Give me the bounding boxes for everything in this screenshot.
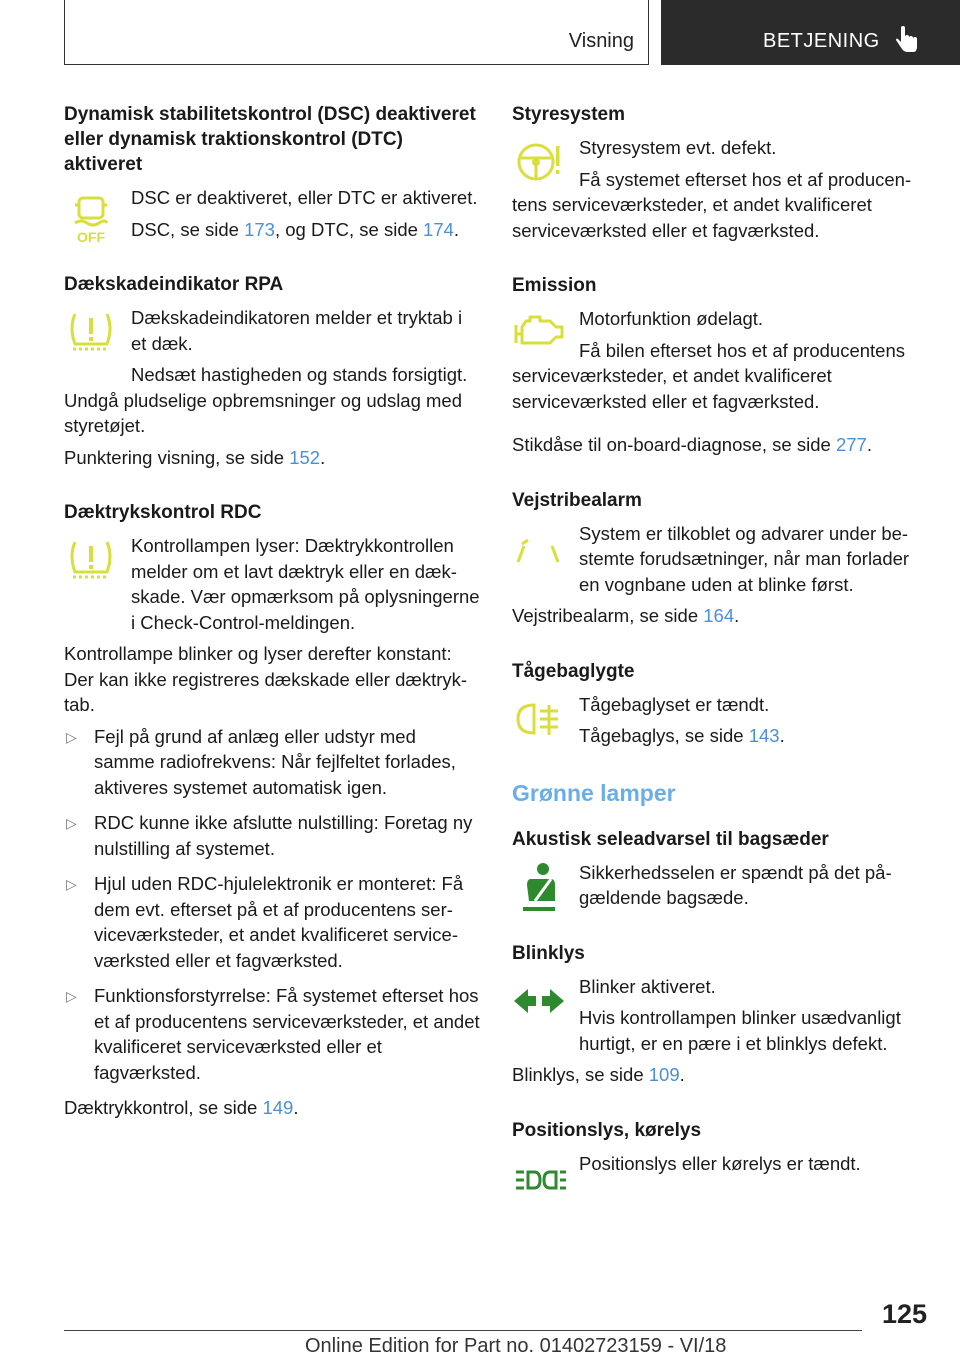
- rdc-heading: Dæktrykskontrol RDC: [64, 502, 262, 523]
- emission-entry: [512, 273, 932, 458]
- steering-paragraph-2: Få systemet efterset hos et af producentens serviceværksteder, et andet kvalificeret serviceværksted eller et fagværksted.: [512, 168, 912, 241]
- lane-body: [512, 521, 932, 598]
- rdc-body: [64, 533, 480, 635]
- page-link-173[interactable]: 173: [244, 218, 275, 240]
- list-item: ▷ RDC kunne ikke afslutte nulstilling: Foretag ny nulstilling af systemet.: [66, 812, 473, 859]
- rpa-paragraph-2: Nedsæt hastigheden og stands forsigtigt. Undgå pludselige opbremsninger og udslag med styretøjet.: [64, 364, 468, 436]
- left-column: [64, 102, 480, 1151]
- rdc-paragraph-3: Dæktrykkontrol, se side 149.: [64, 1097, 299, 1118]
- emission-paragraph-2: Få bilen efterset hos et af producentens serviceværksteder, et andet kvalificeret serviceværksted eller et fagværksted.: [512, 339, 906, 412]
- footer-divider: [64, 1330, 862, 1331]
- turn-entry: [512, 941, 932, 1088]
- rdc-bullet-list: [64, 724, 480, 1086]
- lane-paragraph-1: System er tilkoblet og advarer under bestemte forudsætninger, når man forlader en vognbane uden at blinke først.: [579, 522, 910, 595]
- dsc-heading: Dynamisk stabilitetskontrol (DSC) deaktiveret eller dynamisk traktionskontrol (DTC) aktiveret: [64, 104, 476, 175]
- rdc-paragraph-1: Kontrollampen lyser: Dæktrykkontrollen melder om et lavt dæktryk eller en dækskade. Vær opmærksom på oplysningerne i Check-Control-meldingen.: [131, 535, 480, 633]
- rpa-paragraph-3: Punktering visning, se side 152.: [64, 446, 326, 468]
- list-item: ▷ Fejl på grund af anlæg eller udstyr med samme radiofrekvens: Når fejlfeltet forlades, aktiveres systemet automatisk igen.: [66, 725, 456, 798]
- dsc-paragraph-1: DSC er deaktiveret, eller DTC er aktiveret.: [131, 187, 478, 208]
- dsc-body: [64, 185, 480, 245]
- header-chapter-box: [661, 0, 960, 65]
- triangle-bullet-icon: ▷: [66, 728, 77, 745]
- seatbelt-entry: [512, 827, 932, 911]
- fog-entry: [512, 659, 932, 749]
- dsc-icon-text: OFF: [77, 229, 105, 245]
- rdc-entry: [64, 500, 480, 1121]
- rear-fog-light-icon: [512, 692, 566, 746]
- rpa-entry: [64, 272, 480, 470]
- emission-paragraph-1: Motorfunktion ødelagt.: [579, 308, 764, 329]
- tire-pressure-warning-icon: [64, 305, 118, 359]
- triangle-bullet-icon: ▷: [66, 988, 77, 1004]
- steering-body: [512, 135, 932, 161]
- fog-paragraph-2: Tågebaglys, se side 143.: [579, 725, 785, 746]
- turn-paragraph-1: Blinker aktiveret.: [579, 975, 716, 997]
- seatbelt-heading: Akustisk seleadvarsel til bagsæder: [512, 828, 829, 850]
- triangle-bullet-icon: ▷: [66, 815, 77, 831]
- list-item: ▷ Hjul uden RDC-hjulelektronik er monteret: Få dem evt. efterset på et af producentens serviceværksteder, et andet kvalificeret serviceværksted eller et fagværksted.: [66, 873, 464, 971]
- rpa-paragraph-1: Dækskadeindikatoren melder et tryktab i et dæk.: [131, 307, 463, 354]
- page-link-152[interactable]: 152: [289, 446, 321, 468]
- page-link-277[interactable]: 277: [835, 434, 867, 455]
- dsc-off-icon: [64, 193, 118, 247]
- green-lamps-heading: Grønne lamper: [512, 779, 676, 806]
- page-header: [0, 0, 960, 66]
- engine-warning-icon: [512, 306, 566, 360]
- tire-pressure-monitor-icon: [64, 533, 118, 587]
- hand-pointer-icon: [893, 26, 919, 54]
- triangle-bullet-icon: ▷: [66, 876, 77, 892]
- position-lights-icon: [512, 1153, 566, 1207]
- page-link-149[interactable]: 149: [262, 1097, 294, 1118]
- lane-heading: Vejstribealarm: [512, 489, 642, 511]
- position-heading: Positionslys, kørelys: [512, 1119, 702, 1141]
- header-section-box: [64, 0, 649, 65]
- emission-paragraph-3: Stikdåse til on-board-diagnose, se side 277.: [512, 434, 872, 455]
- page-link-143[interactable]: 143: [748, 725, 780, 746]
- fog-heading: Tågebaglygte: [512, 660, 635, 682]
- header-chapter-title: BETJENING: [763, 30, 880, 52]
- steering-heading: Styresystem: [512, 104, 626, 125]
- seatbelt-body: [512, 860, 932, 911]
- page-link-164[interactable]: 164: [703, 605, 735, 626]
- steering-wheel-warning-icon: [512, 135, 566, 189]
- position-body: [512, 1151, 932, 1177]
- lane-paragraph-2: Vejstribealarm, se side 164.: [512, 605, 740, 626]
- position-entry: [512, 1118, 932, 1177]
- list-item: ▷ Funktionsforstyrrelse: Få systemet efterset hos et af producentens serviceværksteder, et andet kvalificeret serviceværksted eller et fagværksted.: [66, 985, 480, 1083]
- header-section-title: Visning: [568, 30, 634, 52]
- rpa-body: [64, 305, 480, 356]
- turn-signal-icon: [512, 974, 566, 1028]
- turn-paragraph-3: Blinklys, se side 109.: [512, 1064, 685, 1085]
- turn-heading: Blinklys: [512, 942, 585, 964]
- rdc-paragraph-2: Kontrollampe blinker og lyser derefter konstant: Der kan ikke registreres dækskade eller dæktryktab.: [64, 643, 468, 715]
- page-link-109[interactable]: 109: [648, 1064, 680, 1085]
- turn-paragraph-2: Hvis kontrollampen blinker usædvanligt hurtigt, er en pære i et blinklys defekt.: [579, 1007, 901, 1054]
- emission-body: [512, 306, 932, 332]
- page-link-174[interactable]: 174: [423, 218, 454, 240]
- rpa-heading: Dækskadeindikator RPA: [64, 274, 284, 295]
- seatbelt-icon: [512, 860, 566, 914]
- fog-body: [512, 692, 932, 749]
- position-paragraph-1: Positionslys eller kørelys er tændt.: [579, 1152, 861, 1174]
- lane-departure-icon: [512, 525, 566, 579]
- steering-paragraph-1: Styresystem evt. defekt.: [579, 137, 777, 158]
- footer-edition-text: Online Edition for Part no. 01402723159 - VI/18: [305, 1335, 727, 1357]
- steering-entry: [512, 102, 932, 243]
- lane-entry: [512, 488, 932, 629]
- right-column: [512, 102, 932, 1206]
- dsc-entry: [64, 102, 480, 245]
- emission-heading: Emission: [512, 275, 597, 296]
- seatbelt-paragraph-1: Sikkerhedsselen er spændt på det pågældende bagsæde.: [579, 861, 892, 908]
- fog-paragraph-1: Tågebaglyset er tændt.: [579, 693, 770, 715]
- dsc-paragraph-2: DSC, se side 173, og DTC, se side 174.: [131, 218, 460, 240]
- turn-body: [512, 974, 932, 1057]
- page-number: 125: [882, 1299, 928, 1329]
